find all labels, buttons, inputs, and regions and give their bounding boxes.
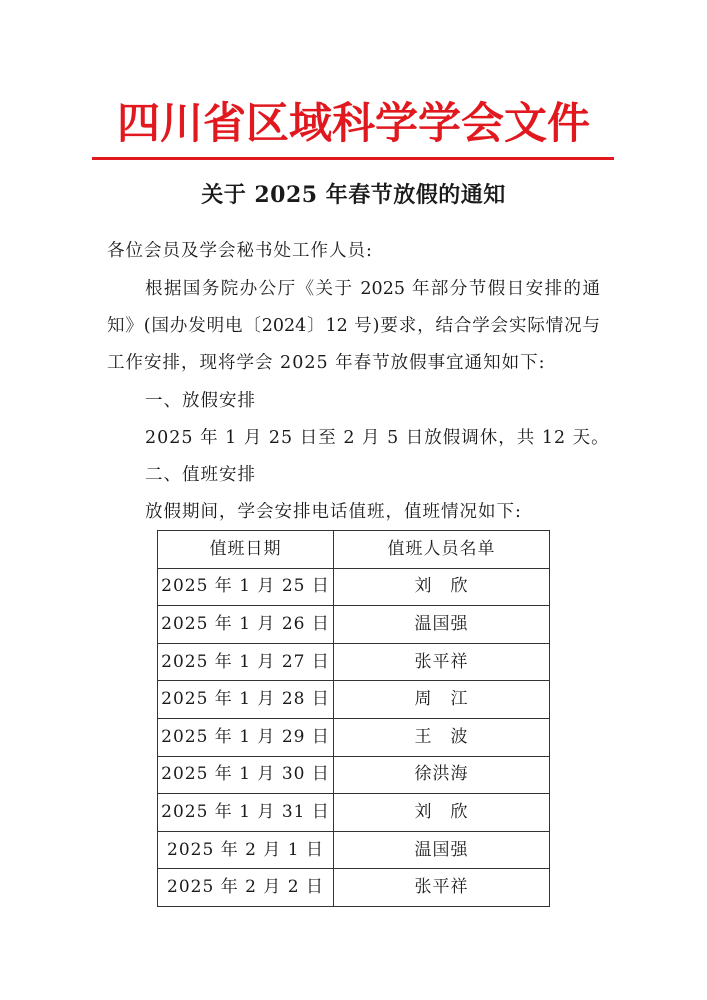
duty-intro-text: 放假期间，学会安排电话值班，值班情况如下: [145,502,522,522]
duty-date-cell: 2025 年 2 月 2 日 [158,869,334,907]
table-row [158,718,550,756]
duty-date-cell: 2025 年 1 月 26 日 [158,606,334,644]
table-row [158,869,550,907]
table-row [158,643,550,681]
duty-name-cell: 王 波 [334,718,550,756]
notice-title: 关于 2025 年春节放假的通知 [201,182,506,208]
duty-name-cell: 徐洪海 [334,756,550,794]
table-row [158,794,550,832]
paragraph-line: 工作安排，现将学会 2025 年春节放假事宜通知如下: [107,353,546,373]
table-row [158,831,550,869]
table-row [158,756,550,794]
duty-date-cell: 2025 年 1 月 30 日 [158,756,334,794]
duty-date-cell: 2025 年 1 月 28 日 [158,681,334,719]
header-red-divider [92,157,614,160]
duty-name-cell: 张平祥 [334,643,550,681]
section-heading-duty: 二、值班安排 [145,465,256,485]
duty-date-cell: 2025 年 1 月 25 日 [158,568,334,606]
duty-date-cell: 2025 年 1 月 27 日 [158,643,334,681]
column-header-names: 值班人员名单 [334,531,550,569]
table-row [158,568,550,606]
column-header-date: 值班日期 [158,531,334,569]
duty-name-cell: 温国强 [334,831,550,869]
table-row [158,681,550,719]
duty-name-cell: 刘 欣 [334,794,550,832]
duty-date-cell: 2025 年 1 月 31 日 [158,794,334,832]
document-header-title: 四川省区域科学学会文件 [117,99,590,149]
duty-name-cell: 温国强 [334,606,550,644]
holiday-arrangement-text: 2025 年 1 月 25 日至 2 月 5 日放假调休，共 12 天。 [145,428,610,448]
duty-schedule-table [157,530,550,907]
salutation: 各位会员及学会秘书处工作人员: [107,241,373,261]
table-header-row [158,531,550,569]
duty-date-cell: 2025 年 1 月 29 日 [158,718,334,756]
duty-date-cell: 2025 年 2 月 1 日 [158,831,334,869]
section-heading-holiday: 一、放假安排 [145,391,256,411]
paragraph-line: 根据国务院办公厅《关于 2025 年部分节假日安排的通 [145,279,600,299]
table-row [158,606,550,644]
duty-name-cell: 周 江 [334,681,550,719]
duty-name-cell: 张平祥 [334,869,550,907]
duty-name-cell: 刘 欣 [334,568,550,606]
paragraph-line: 知》(国办发明电〔2024〕12 号)要求，结合学会实际情况与 [107,316,600,336]
